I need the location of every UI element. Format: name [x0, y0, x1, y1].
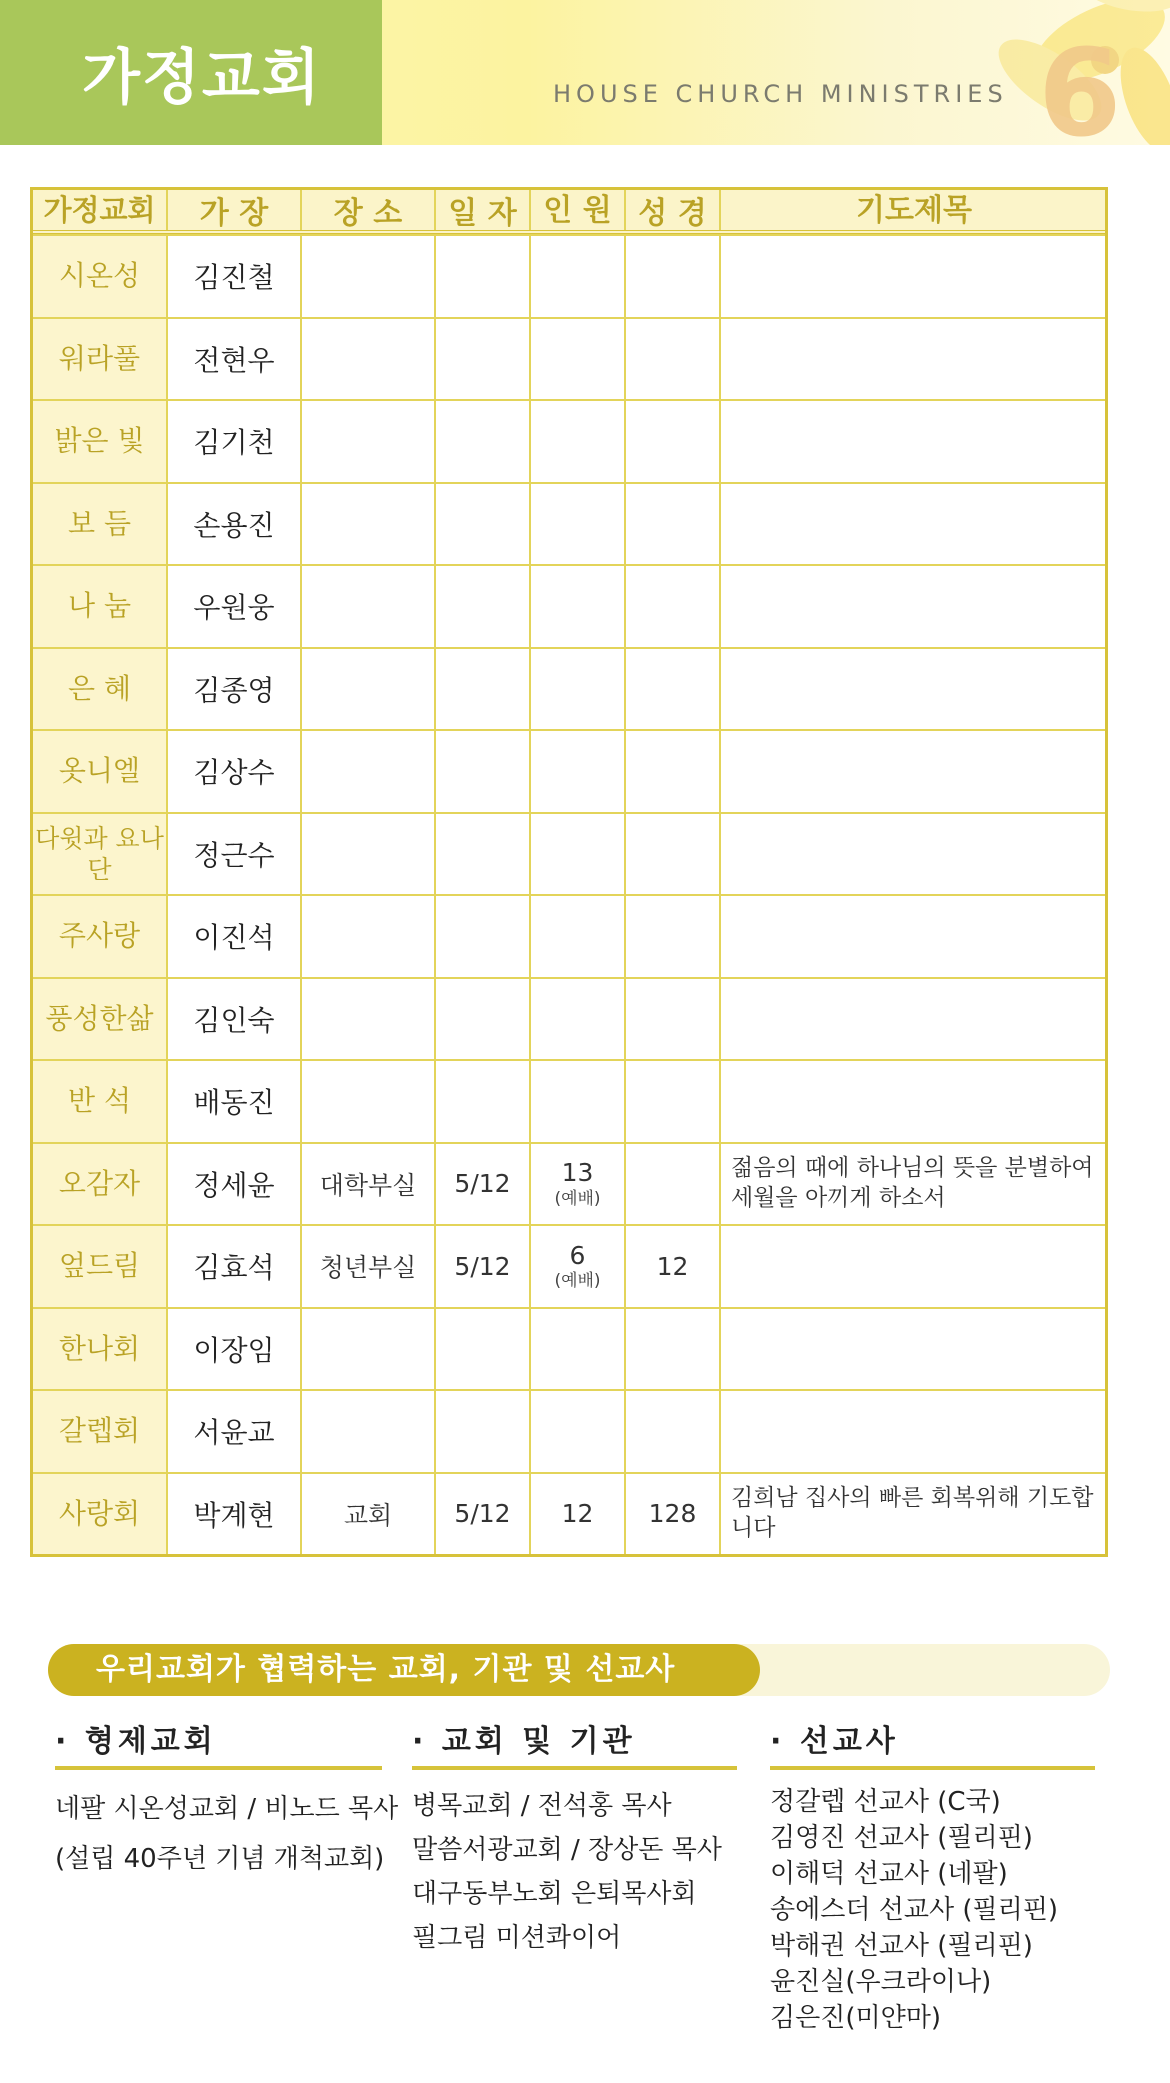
prayer-cell — [721, 319, 1105, 400]
count-cell — [531, 566, 626, 647]
table-row — [33, 977, 1105, 1060]
table-row — [33, 647, 1105, 730]
partners-banner-fill — [48, 1644, 760, 1696]
place-cell — [302, 731, 436, 812]
place-cell — [302, 814, 436, 895]
table-row — [33, 1059, 1105, 1142]
date-cell — [436, 896, 531, 977]
house-name-cell: 반 석 — [33, 1061, 168, 1142]
prayer-cell — [721, 896, 1105, 977]
prayer-cell — [721, 979, 1105, 1060]
bible-cell — [626, 319, 721, 400]
count-cell — [531, 731, 626, 812]
bible-cell — [626, 1061, 721, 1142]
table-row — [33, 317, 1105, 400]
leader-cell: 배동진 — [168, 1061, 302, 1142]
house-name-cell: 시온성 — [33, 236, 168, 317]
list-item: 이해덕 선교사 (네팔) — [770, 1859, 1008, 1889]
prayer-cell: 김희남 집사의 빠른 회복위해 기도합니다 — [731, 1484, 1094, 1541]
date-cell — [436, 1391, 531, 1472]
date-cell — [436, 979, 531, 1060]
place-cell — [302, 319, 436, 400]
bible-cell — [626, 484, 721, 565]
leader-cell: 서윤교 — [168, 1391, 302, 1472]
bible-cell — [626, 649, 721, 730]
count-cell — [531, 1144, 626, 1225]
place-cell: 청년부실 — [302, 1226, 436, 1307]
column-header-date: 일 자 — [436, 190, 531, 230]
leader-cell: 정세윤 — [168, 1144, 302, 1225]
prayer-cell — [721, 401, 1105, 482]
place-cell — [302, 484, 436, 565]
list-item: 송에스더 선교사 (필리핀) — [770, 1895, 1058, 1925]
count-cell — [531, 1474, 626, 1555]
bible-cell — [626, 896, 721, 977]
header-title-block — [0, 0, 382, 145]
missionaries-title: · 선교사 — [770, 1716, 1095, 1770]
date-cell — [436, 731, 531, 812]
house-name-cell: 사랑회 — [33, 1474, 168, 1555]
leader-cell: 이진석 — [168, 896, 302, 977]
table-header-row — [33, 190, 1105, 234]
place-cell — [302, 1309, 436, 1390]
page-header — [0, 0, 1170, 145]
leader-cell: 김기천 — [168, 401, 302, 482]
place-cell — [302, 401, 436, 482]
count-cell — [531, 896, 626, 977]
count-note: (예배) — [554, 1271, 601, 1292]
prayer-cell — [721, 1061, 1105, 1142]
date-cell — [436, 566, 531, 647]
list-item: 병목교회 / 전석홍 목사 — [412, 1791, 672, 1821]
date-cell — [436, 484, 531, 565]
column-header-count: 인 원 — [531, 190, 626, 230]
count-cell — [531, 649, 626, 730]
list-item: 김은진(미얀마) — [770, 2003, 941, 2033]
house-name-cell: 엎드림 — [33, 1226, 168, 1307]
table-row — [33, 482, 1105, 565]
table-row — [33, 894, 1105, 977]
sister-churches-list — [55, 1784, 399, 1884]
column-header-bible: 성 경 — [626, 190, 721, 230]
page-title: 가정교회 — [82, 43, 322, 113]
column-header-leader: 가 장 — [168, 190, 302, 230]
prayer-cell — [721, 1309, 1105, 1390]
count-cell — [531, 1391, 626, 1472]
house-name-cell: 보 듬 — [33, 484, 168, 565]
bible-cell — [626, 731, 721, 812]
table-row — [33, 1307, 1105, 1390]
place-cell: 교회 — [302, 1474, 436, 1555]
bible-cell: 128 — [626, 1474, 721, 1555]
prayer-cell — [721, 1391, 1105, 1472]
place-cell — [302, 1061, 436, 1142]
leader-cell: 박계현 — [168, 1474, 302, 1555]
list-item: (설립 40주년 기념 개척교회) — [55, 1844, 385, 1874]
house-name-cell: 다윗과 요나단 — [33, 814, 168, 895]
date-cell — [436, 1061, 531, 1142]
prayer-cell — [721, 236, 1105, 317]
date-cell: 5/12 — [436, 1226, 531, 1307]
leader-cell: 전현우 — [168, 319, 302, 400]
institutions-list — [412, 1784, 737, 1960]
count-cell — [531, 1309, 626, 1390]
date-cell — [436, 1309, 531, 1390]
leader-cell: 이장임 — [168, 1309, 302, 1390]
column-header-prayer: 기도제목 — [856, 192, 972, 228]
count-cell — [531, 1061, 626, 1142]
leader-cell: 김인숙 — [168, 979, 302, 1060]
list-item: 윤진실(우크라이나) — [770, 1967, 992, 1997]
leader-cell: 김효석 — [168, 1226, 302, 1307]
count-value: 6 — [569, 1240, 586, 1270]
table-row — [33, 234, 1105, 317]
count-cell — [531, 236, 626, 317]
table-row — [33, 1389, 1105, 1472]
column-header-place: 장 소 — [302, 190, 436, 230]
place-cell — [302, 896, 436, 977]
partners-banner — [48, 1644, 1110, 1696]
leader-cell: 김진철 — [168, 236, 302, 317]
leader-cell: 김상수 — [168, 731, 302, 812]
place-cell — [302, 566, 436, 647]
list-item: 박해권 선교사 (필리핀) — [770, 1931, 1033, 1961]
list-item: 정갈렙 선교사 (C국) — [770, 1787, 1001, 1817]
partners-banner-title: 우리교회가 협력하는 교회, 기관 및 선교사 — [96, 1652, 676, 1687]
house-church-table — [30, 187, 1108, 1557]
sister-churches-section — [55, 1716, 399, 1884]
count-cell — [531, 401, 626, 482]
table-row — [33, 399, 1105, 482]
place-cell — [302, 236, 436, 317]
bible-cell — [626, 1391, 721, 1472]
table-row — [33, 1472, 1105, 1555]
prayer-cell — [721, 484, 1105, 565]
page-number: 6 — [1038, 25, 1122, 145]
list-item: 필그림 미션콰이어 — [412, 1923, 622, 1953]
leader-cell: 김종영 — [168, 649, 302, 730]
house-name-cell: 워라풀 — [33, 319, 168, 400]
list-item: 대구동부노회 은퇴목사회 — [412, 1879, 697, 1909]
table-row — [33, 729, 1105, 812]
count-note: (예배) — [554, 1188, 601, 1209]
bible-cell — [626, 979, 721, 1060]
list-item: 네팔 시온성교회 / 비노드 목사 — [55, 1794, 399, 1824]
house-name-cell: 나 눔 — [33, 566, 168, 647]
house-name-cell: 한나회 — [33, 1309, 168, 1390]
house-name-cell: 은 혜 — [33, 649, 168, 730]
count-cell — [531, 1226, 626, 1307]
table-row — [33, 812, 1105, 895]
place-cell — [302, 979, 436, 1060]
house-name-cell: 밝은 빛 — [33, 401, 168, 482]
column-header-house: 가정교회 — [33, 190, 168, 230]
bible-cell — [626, 814, 721, 895]
date-cell — [436, 649, 531, 730]
bible-cell — [626, 1309, 721, 1390]
missionaries-list — [770, 1784, 1095, 2036]
table-row — [33, 1224, 1105, 1307]
count-cell — [531, 979, 626, 1060]
count-value: 12 — [561, 1499, 594, 1528]
bible-cell — [626, 236, 721, 317]
missionaries-section — [770, 1716, 1095, 2036]
count-cell — [531, 484, 626, 565]
prayer-cell: 젊음의 때에 하나님의 뜻을 분별하여 세월을 아끼게 하소서 — [731, 1154, 1094, 1211]
prayer-cell — [721, 1226, 1105, 1307]
date-cell — [436, 236, 531, 317]
leader-cell: 우원웅 — [168, 566, 302, 647]
table-row — [33, 564, 1105, 647]
leader-cell: 정근수 — [168, 814, 302, 895]
sister-churches-title: · 형제교회 — [55, 1716, 382, 1770]
count-cell — [531, 319, 626, 400]
leader-cell: 손용진 — [168, 484, 302, 565]
list-item: 김영진 선교사 (필리핀) — [770, 1823, 1033, 1853]
house-name-cell: 풍성한삶 — [33, 979, 168, 1060]
prayer-cell — [721, 731, 1105, 812]
date-cell — [436, 401, 531, 482]
prayer-cell — [721, 566, 1105, 647]
count-value: 13 — [561, 1158, 594, 1188]
page-subtitle: HOUSE CHURCH MINISTRIES — [553, 80, 1008, 108]
house-name-cell: 갈렙회 — [33, 1391, 168, 1472]
bible-cell — [626, 566, 721, 647]
house-name-cell: 옷니엘 — [33, 731, 168, 812]
date-cell — [436, 319, 531, 400]
date-cell: 5/12 — [436, 1474, 531, 1555]
house-name-cell: 오감자 — [33, 1144, 168, 1225]
house-name-cell: 주사랑 — [33, 896, 168, 977]
place-cell — [302, 649, 436, 730]
prayer-cell — [721, 814, 1105, 895]
bible-cell — [626, 401, 721, 482]
place-cell: 대학부실 — [302, 1144, 436, 1225]
count-cell — [531, 814, 626, 895]
institutions-section — [412, 1716, 737, 1960]
bible-cell: 12 — [626, 1226, 721, 1307]
date-cell — [436, 814, 531, 895]
date-cell: 5/12 — [436, 1144, 531, 1225]
prayer-cell — [721, 649, 1105, 730]
list-item: 말씀서광교회 / 장상돈 목사 — [412, 1835, 722, 1865]
bible-cell — [626, 1144, 721, 1225]
place-cell — [302, 1391, 436, 1472]
table-row — [33, 1142, 1105, 1225]
institutions-title: · 교회 및 기관 — [412, 1716, 737, 1770]
